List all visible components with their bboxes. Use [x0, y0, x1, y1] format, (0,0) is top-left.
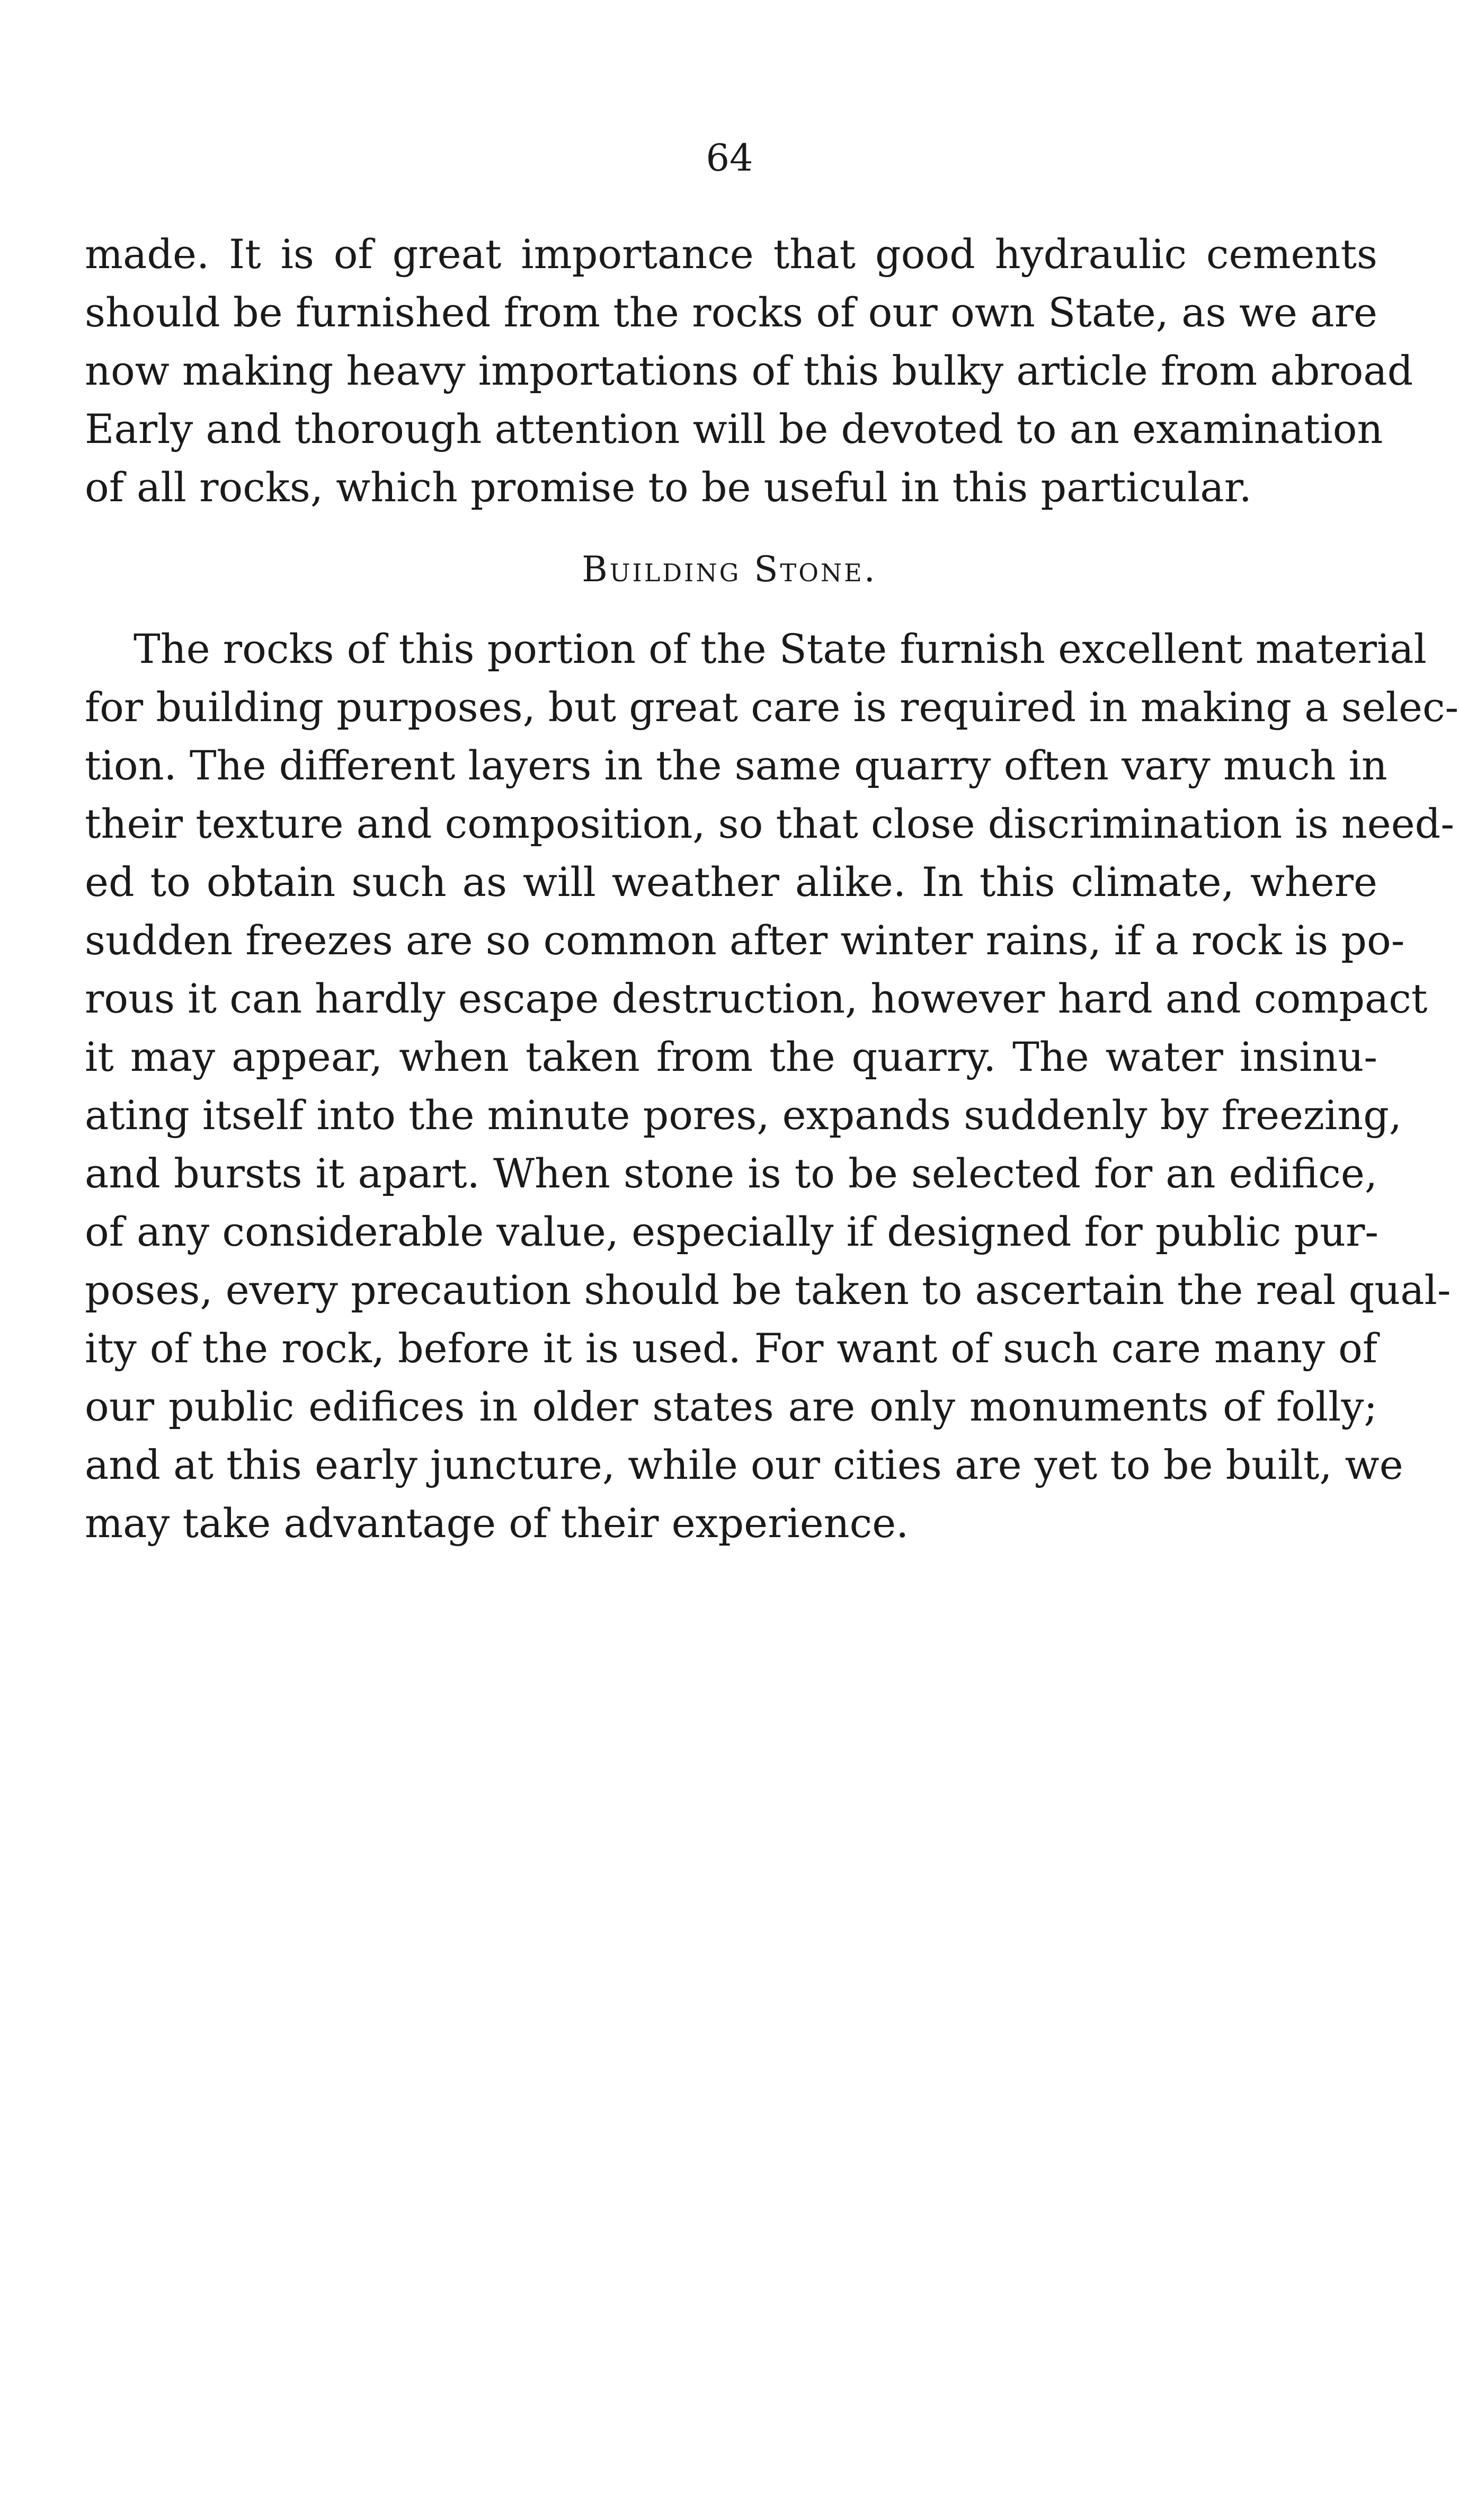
text-line: of any considerable value, especially if designed for public pur- — [85, 1208, 1379, 1255]
text-line: it may appear, when taken from the quarry. The water insinu- — [85, 1033, 1377, 1080]
text-line: our public edifices in older states are only monuments of folly; — [85, 1383, 1377, 1430]
text-line: sudden freezes are so common after winter rains, if a rock is po- — [85, 917, 1405, 964]
text-line: tion. The different layers in the same quarry often vary much in — [85, 742, 1387, 789]
text-line: and bursts it apart. When stone is to be selected for an edifice, — [85, 1150, 1377, 1197]
paragraph-cements — [85, 225, 1413, 517]
text-line: made. It is of great importance that good hydraulic cements — [85, 230, 1377, 278]
text-line: for building purposes, but great care is required in making a selec- — [85, 684, 1459, 731]
text-line: ity of the rock, before it is used. For want of such care many of — [85, 1325, 1377, 1372]
text-line: now making heavy importations of this bulky article from abroad — [85, 347, 1413, 394]
text-line: ed to obtain such as will weather alike. In this climate, where — [85, 858, 1377, 906]
text-line: their texture and composition, so that close discrimination is need- — [85, 800, 1455, 847]
text-line: The rocks of this portion of the State furnish excellent material — [134, 625, 1427, 672]
paragraph-building-stone — [85, 620, 1459, 1552]
text-line: Early and thorough attention will be devoted to an examination — [85, 405, 1383, 452]
section-heading: Building Stone. — [582, 549, 877, 590]
page-number: 64 — [706, 136, 753, 180]
text-line: ating itself into the minute pores, expands suddenly by freezing, — [85, 1092, 1402, 1139]
text-line: poses, every precaution should be taken to ascertain the real qual- — [85, 1266, 1451, 1314]
text-line: should be furnished from the rocks of our own State, as we are — [85, 289, 1377, 336]
text-line: rous it can hardly escape destruction, however hard and compact — [85, 975, 1428, 1022]
text-line: and at this early juncture, while our cities are yet to be built, we — [85, 1441, 1403, 1488]
text-line: may take advantage of their experience. — [85, 1499, 909, 1547]
text-line: of all rocks, which promise to be useful in this particular. — [85, 464, 1252, 511]
